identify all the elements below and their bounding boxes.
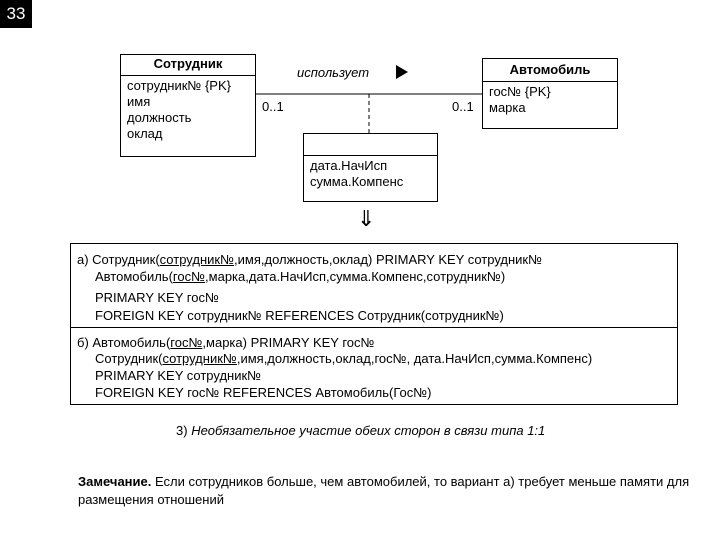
entity-employee-attributes (121, 76, 255, 144)
cardinality-right: 0..1 (452, 99, 474, 114)
employee-attr: должность (127, 110, 192, 125)
direction-arrow-icon (396, 65, 408, 79)
slide-number: 33 (0, 0, 32, 28)
variant-b-line-1: б) Автомобиль(гос№,марка) PRIMARY KEY гос№ (77, 335, 375, 350)
variant-a-line-4: FOREIGN KEY сотрудник№ REFERENCES Сотрудник(сотрудник№) (95, 308, 504, 323)
variant-b-line-4: FOREIGN KEY гос№ REFERENCES Автомобиль(Гос№) (95, 385, 432, 400)
variants-box (70, 243, 678, 405)
car-attr: гос№ {PK} (489, 84, 551, 99)
case-note: 3) Необязательное участие обеих сторон в связи типа 1:1 (176, 423, 546, 438)
car-attr: марка (489, 100, 526, 115)
entity-car-attributes (483, 82, 617, 118)
employee-attr: сотрудник№ {PK} (127, 78, 231, 93)
relationship-label: использует (297, 65, 370, 80)
entity-car-title: Автомобиль (483, 59, 617, 82)
employee-attr: оклад (127, 126, 163, 141)
entity-car (482, 58, 618, 129)
link-attribute-box (303, 133, 438, 202)
variants-divider (71, 327, 677, 328)
entity-employee-title: Сотрудник (121, 55, 255, 76)
variant-a-line-2: Автомобиль(гос№,марка,дата.НачИсп,сумма.Компенс,сотрудник№) (95, 269, 506, 284)
variant-b-line-3: PRIMARY KEY сотрудник№ (95, 368, 262, 383)
link-attr: сумма.Компенс (310, 174, 404, 189)
employee-attr: имя (127, 94, 151, 109)
variant-a-line-3: PRIMARY KEY гос№ (95, 290, 219, 305)
variant-a-line-1: а) Сотрудник(сотрудник№,имя,должность,оклад) PRIMARY KEY сотрудник№ (77, 252, 543, 267)
entity-employee (120, 54, 256, 157)
link-attr: дата.НачИсп (310, 158, 388, 173)
link-attributes (304, 156, 437, 192)
implies-arrow-icon: ⇓ (357, 206, 376, 231)
cardinality-left: 0..1 (262, 99, 284, 114)
remark: Замечание. Если сотрудников больше, чем автомобилей, то вариант а) требует меньше памяти для размещения отношений (78, 474, 690, 507)
variant-b-line-2: Сотрудник(сотрудник№,имя,должность,оклад,гос№, дата.НачИсп,сумма.Компенс) (95, 351, 593, 366)
link-attribute-header (304, 134, 437, 156)
